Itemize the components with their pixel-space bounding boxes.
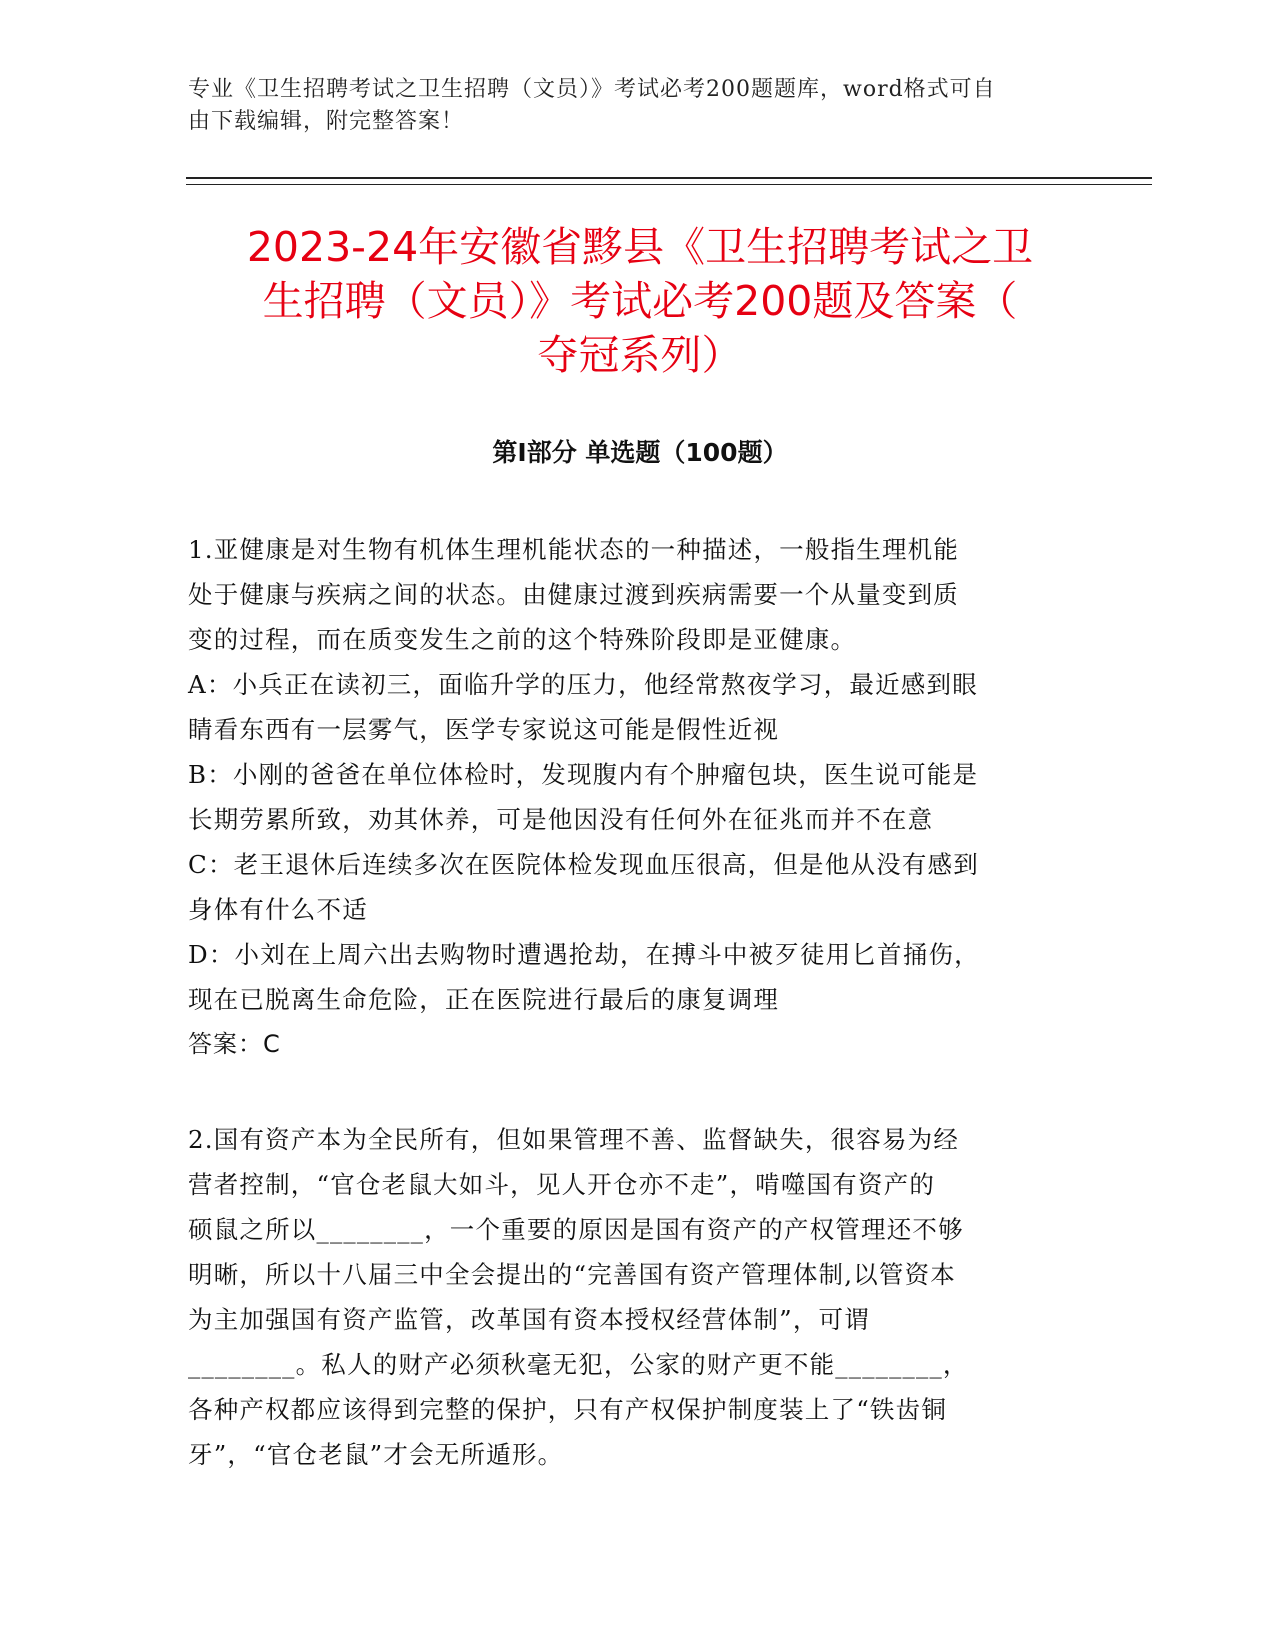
question-stem-line: 为主加强国有资产监管，改革国有资本授权经营体制”，可谓 — [188, 1305, 870, 1334]
option-line: 身体有什么不适 — [188, 895, 368, 924]
option-line: 现在已脱离生命危险，正在医院进行最后的康复调理 — [188, 985, 780, 1014]
question-stem-line: 牙”，“官仓老鼠”才会无所遁形。 — [188, 1440, 564, 1469]
document-title — [180, 220, 1100, 382]
title-line: 生招聘（文员）》考试必考200题及答案（ — [262, 277, 1018, 325]
question-2 — [188, 1117, 1068, 1477]
title-line: 夺冠系列） — [537, 331, 743, 379]
option-line: B：小刚的爸爸在单位体检时，发现腹内有个肿瘤包块，医生说可能是 — [188, 760, 979, 789]
option-line: 睛看东西有一层雾气，医学专家说这可能是假性近视 — [188, 715, 780, 744]
option-line: 长期劳累所致，劝其休养，可是他因没有任何外在征兆而并不在意 — [188, 805, 934, 834]
option-line: A：小兵正在读初三，面临升学的压力，他经常熬夜学习，最近感到眼 — [188, 670, 978, 699]
header-note — [188, 74, 1068, 138]
question-stem-line: ________。私人的财产必须秋毫无犯，公家的财产更不能________， — [188, 1350, 969, 1379]
question-stem-line: 营者控制，“官仓老鼠大如斗，见人开仓亦不走”，啃噬国有资产的 — [188, 1170, 936, 1199]
option-line: D：小刘在上周六出去购物时遭遇抢劫，在搏斗中被歹徒用匕首捅伤， — [188, 940, 980, 969]
question-stem-line: 1.亚健康是对生物有机体生理机能状态的一种描述，一般指生理机能 — [188, 535, 960, 564]
question-stem-line: 明晰，所以十八届三中全会提出的“完善国有资产管理体制,以管资本 — [188, 1260, 957, 1289]
question-stem-line: 硕鼠之所以________，一个重要的原因是国有资产的产权管理还不够 — [188, 1215, 964, 1244]
section-heading: 第Ⅰ部分 单选题（100题） — [492, 438, 788, 467]
question-stem-line: 处于健康与疾病之间的状态。由健康过渡到疾病需要一个从量变到质 — [188, 580, 959, 609]
question-1 — [188, 527, 1068, 1067]
header-note-line: 由下载编辑，附完整答案！ — [188, 109, 465, 134]
answer-line: 答案：C — [188, 1030, 281, 1058]
header-note-line: 专业《卫生招聘考试之卫生招聘（文员）》考试必考200题题库，word格式可自 — [188, 77, 996, 102]
title-line: 2023-24年安徽省黟县《卫生招聘考试之卫 — [246, 223, 1034, 271]
question-stem-line: 2.国有资产本为全民所有，但如果管理不善、监督缺失，很容易为经 — [188, 1125, 960, 1154]
header-rule-thick — [186, 177, 1152, 179]
question-stem-line: 各种产权都应该得到完整的保护，只有产权保护制度装上了“铁齿铜 — [188, 1395, 948, 1424]
question-stem-line: 变的过程，而在质变发生之前的这个特殊阶段即是亚健康。 — [188, 625, 857, 654]
header-rule-thin — [186, 184, 1152, 185]
option-line: C：老王退休后连续多次在医院体检发现血压很高，但是他从没有感到 — [188, 850, 979, 879]
